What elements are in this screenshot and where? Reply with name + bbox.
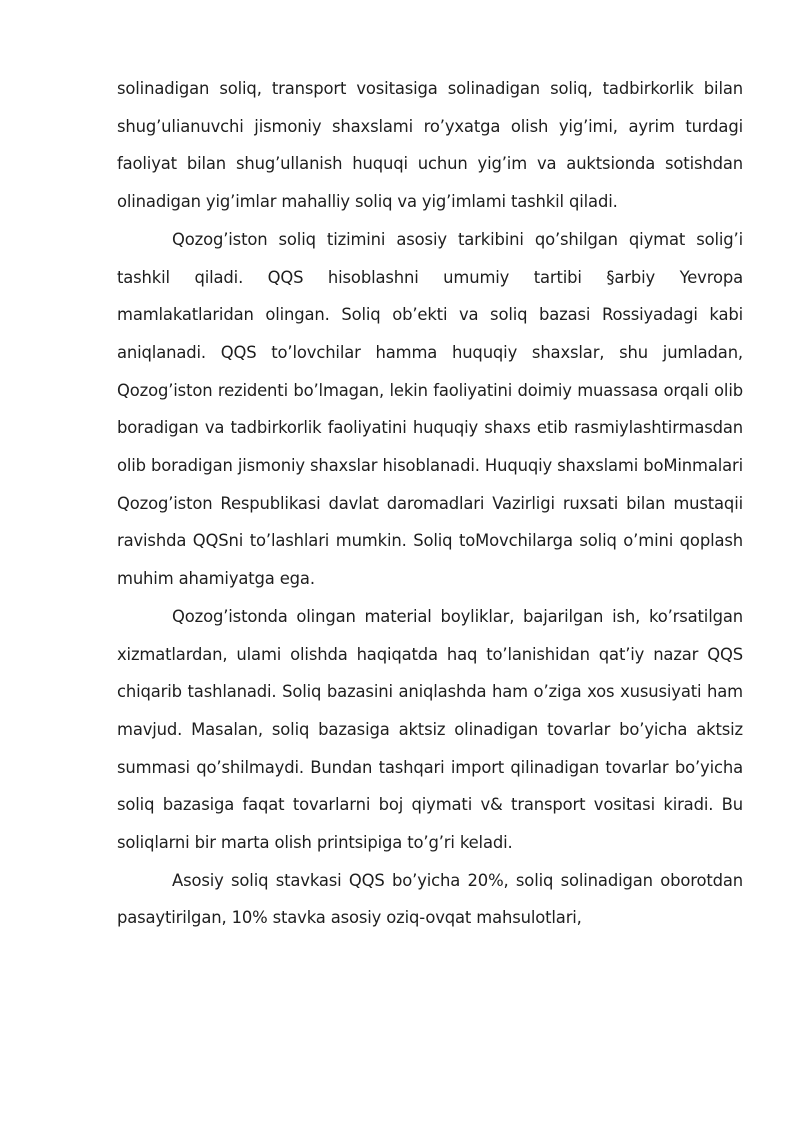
document-page [117, 70, 743, 937]
paragraph-1: solinadigan soliq, transport vositasiga solinadigan soliq, tadbirkorlik bilan shug’ulianuvchi jismoniy shaxslami ro’yxatga olish yig’imi, ayrim turdagi faoliyat bilan shug’ullanish huquqi uchun yig’im va auktsionda sotishdan olinadigan yig’imlar mahalliy soliq va yig’imlami tashkil qiladi. [117, 79, 743, 212]
paragraph-3: Qozog’istonda olingan material boyliklar, bajarilgan ish, ko’rsatilgan xizmatlardan, ulami olishda haqiqatda haq to’lanishidan qat’iy nazar QQS chiqarib tashlanadi. Soliq bazasini aniqlashda ham o’ziga xos xususiyati ham mavjud. Masalan, soliq bazasiga aktsiz olinadigan tovarlar bo’yicha aktsiz summasi qo’shilmaydi. Bundan tashqari import qilinadigan tovarlar bo’yicha soliq bazasiga faqat tovarlarni boj qiymati v& transport vositasi kiradi. Bu soliqlarni bir marta olish printsipiga to’g’ri keladi. [117, 606, 743, 853]
paragraph-2: Qozog’iston soliq tizimini asosiy tarkibini qo’shilgan qiymat solig’i tashkil qiladi. QQS hisoblashni umumiy tartibi §arbiy Yevropa mamlakatlaridan olingan. Soliq ob’ekti va soliq bazasi Rossiyadagi kabi aniqlanadi. QQS to’lovchilar hamma huquqiy shaxslar, shu jumladan, Qozog’iston rezidenti bo’lmagan, lekin faoliyatini doimiy muassasa orqali olib boradigan va tadbirkorlik faoliyatini huquqiy shaxs etib rasmiylashtirmasdan olib boradigan jismoniy shaxslar hisoblanadi. Huquqiy shaxslami boMinmalari Qozog’iston Respublikasi davlat daromadlari Vazirligi ruxsati bilan mustaqii ravishda QQSni to’lashlari mumkin. Soliq toMovchilarga soliq o’mini qoplash muhim ahamiyatga ega. [117, 229, 743, 589]
paragraph-4: Asosiy soliq stavkasi QQS bo’yicha 20%, soliq solinadigan oborotdan pasaytirilgan, 10% stavka asosiy oziq-ovqat mahsulotlari, [117, 870, 743, 928]
